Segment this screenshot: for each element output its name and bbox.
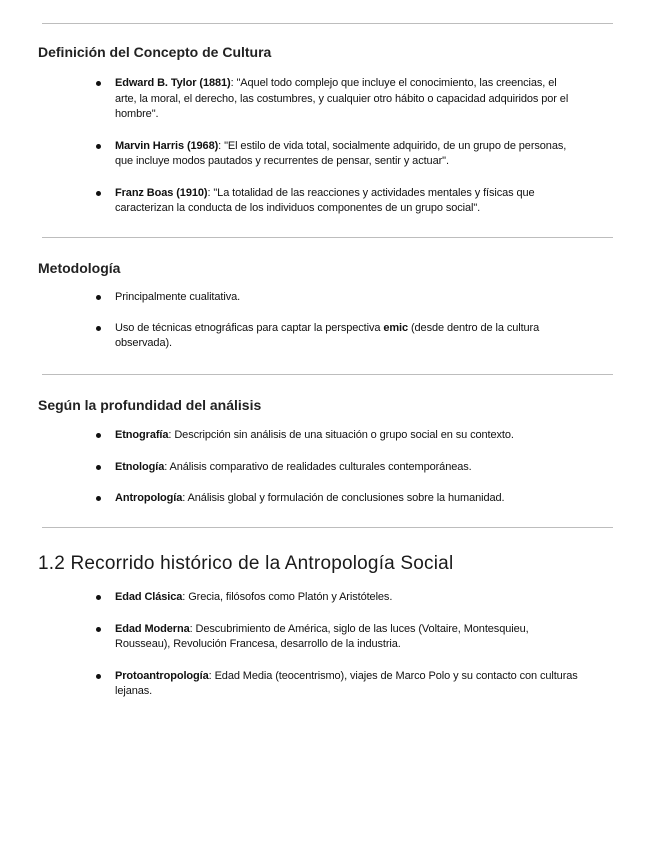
divider (42, 374, 613, 375)
item-separator: : (182, 492, 188, 504)
profundidad-list (96, 428, 581, 507)
divider-top (42, 23, 613, 24)
item-text: Descubrimiento de América, siglo de las luces (Voltaire, Montesquieu, Rousseau), Revolución Francesa, desarrollo de la industria. (115, 622, 529, 650)
item-separator: : (182, 591, 189, 603)
list-item (96, 139, 581, 170)
item-term: Edward B. Tylor (1881) (115, 77, 231, 89)
list-item (96, 186, 581, 217)
list-item (96, 622, 581, 653)
item-term: Antropología (115, 492, 183, 504)
list-item (96, 321, 581, 352)
bullet-icon (96, 81, 101, 86)
item-text: Principalmente cualitativa. (115, 291, 241, 303)
bullet-icon (96, 496, 101, 501)
divider (42, 527, 613, 528)
list-item (96, 669, 581, 700)
concepto-list (96, 76, 581, 217)
item-separator: : (164, 460, 170, 473)
section-heading-metodologia: Metodología (38, 260, 121, 276)
bullet-icon (96, 326, 101, 331)
item-text: Uso de técnicas etnográficas para captar la perspectiva (115, 321, 384, 334)
metodologia-list (96, 290, 581, 352)
item-term: Etnografía (115, 429, 169, 441)
bullet-icon (96, 465, 101, 470)
item-term: Marvin Harris (1968) (115, 139, 219, 152)
item-term: Etnología (115, 460, 165, 473)
item-text: Edad Media (teocentrismo), viajes de Marco Polo y su contacto con culturas lejanas. (115, 669, 578, 697)
item-text: Análisis comparativo de realidades culturales contemporáneas. (169, 460, 472, 473)
list-item (96, 76, 581, 123)
list-item (96, 491, 581, 507)
item-term: Edad Clásica (115, 591, 183, 603)
bullet-icon (96, 295, 101, 300)
item-term: Edad Moderna (115, 622, 190, 635)
section-heading-profundidad: Según la profundidad del análisis (38, 397, 262, 413)
item-separator: : (168, 429, 175, 441)
item-term: emic (383, 321, 409, 334)
item-term: Franz Boas (1910) (115, 186, 208, 199)
item-separator: : (189, 622, 196, 635)
item-text: (desde dentro de la cultura observada). (115, 321, 540, 349)
item-term: Protoantropología (115, 669, 209, 682)
bullet-icon (96, 433, 101, 438)
list-item (96, 428, 581, 444)
item-separator: : (218, 139, 225, 152)
bullet-icon (96, 627, 101, 632)
bullet-icon (96, 674, 101, 679)
item-text: Análisis global y formulación de conclusiones sobre la humanidad. (187, 492, 505, 504)
list-item (96, 590, 581, 606)
item-separator: : (207, 186, 214, 199)
list-item (96, 290, 581, 306)
bullet-icon (96, 595, 101, 600)
item-text: Grecia, filósofos como Platón y Aristóteles. (188, 591, 393, 603)
item-text: "Aquel todo complejo que incluye el conocimiento, las creencias, el arte, la moral, el derecho, las costumbres, y cualquier otro hábito o capacidad adquiridos por el hombre". (115, 77, 569, 120)
item-text: "La totalidad de las reacciones y actividades mentales y físicas que caracterizan la conducta de los individuos componentes de un grupo social". (115, 186, 535, 214)
item-text: "El estilo de vida total, socialmente adquirido, de un grupo de personas, que incluye modos pautados y recurrentes de pensar, sentir y actuar". (115, 139, 567, 167)
section-heading-concepto: Definición del Concepto de Cultura (38, 44, 272, 60)
bullet-icon (96, 191, 101, 196)
item-separator: : (230, 77, 237, 89)
item-separator: : (208, 669, 215, 682)
bullet-icon (96, 144, 101, 149)
divider (42, 237, 613, 238)
historia-list (96, 590, 581, 700)
item-text: Descripción sin análisis de una situación o grupo social en su contexto. (174, 429, 514, 441)
section-heading-historia: 1.2 Recorrido histórico de la Antropología Social (38, 553, 454, 574)
list-item (96, 460, 581, 476)
